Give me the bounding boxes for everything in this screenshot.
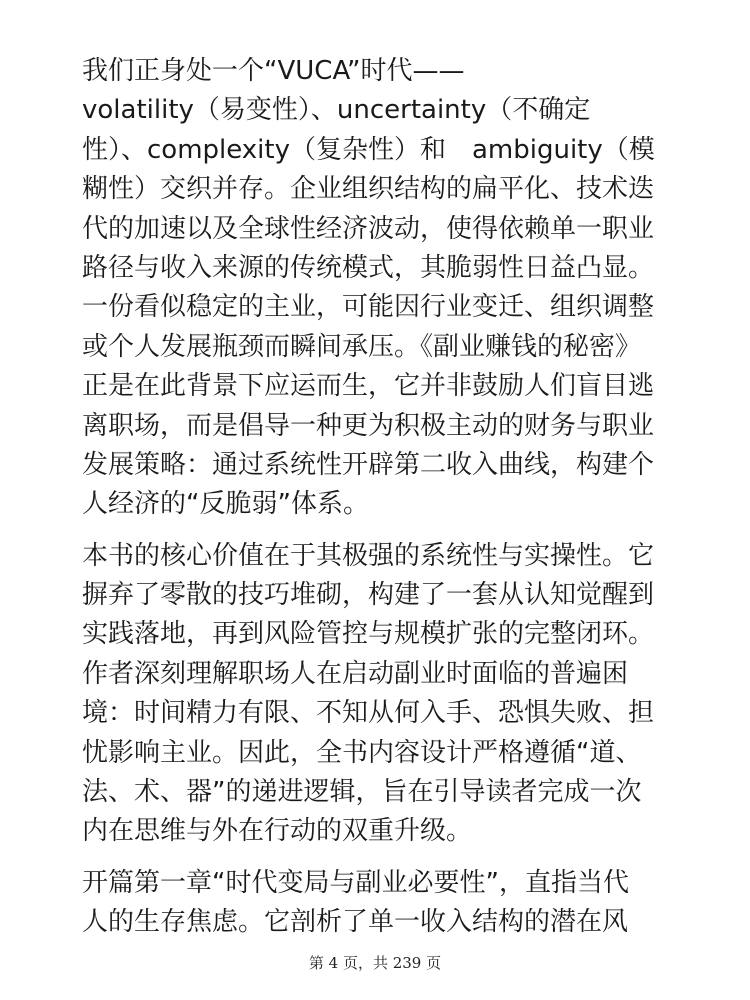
paragraph-2 bbox=[82, 537, 672, 852]
text-line: 实践落地，再到风险管控与规模扩张的完整闭环。 bbox=[82, 619, 655, 650]
text-line: 糊性）交织并存。企业组织结构的扁平化、技术迭 bbox=[82, 174, 655, 205]
text-line: 摒弃了零散的技巧堆砌，构建了一套从认知觉醒到 bbox=[82, 580, 655, 611]
paragraph-spacer bbox=[82, 525, 672, 537]
text-line: 或个人发展瓶颈而瞬间承压。《副业赚钱的秘密》 bbox=[82, 331, 642, 362]
body-text bbox=[82, 52, 672, 943]
text-line: 开篇第一章“时代变局与副业必要性”，直指当代 bbox=[82, 867, 629, 898]
text-line: 内在思维与外在行动的双重升级。 bbox=[82, 816, 473, 847]
paragraph-3 bbox=[82, 864, 672, 943]
text-line: 我们正身处一个“VUCA”时代—— bbox=[82, 56, 465, 86]
text-line: 忧影响主业。因此，全书内容设计严格遵循“道、 bbox=[82, 737, 642, 768]
text-line: 法、术、器”的递进逻辑，旨在引导读者完成一次 bbox=[82, 777, 642, 808]
text-line: 发展策略：通过系统性开辟第二收入曲线，构建个 bbox=[82, 449, 655, 480]
text-line: 性）、complexity（复杂性）和 ambiguity（模 bbox=[82, 134, 655, 165]
text-line: 本书的核心价值在于其极强的系统性与实操性。它 bbox=[82, 540, 655, 571]
text-line: volatility（易变性）、uncertainty（不确定 bbox=[82, 95, 591, 126]
page-number-footer: 第 4 页，共 239 页 bbox=[308, 954, 442, 972]
text-line: 人经济的“反脆弱”体系。 bbox=[82, 489, 369, 520]
text-line: 代的加速以及全球性经济波动，使得依赖单一职业 bbox=[82, 213, 655, 244]
paragraph-spacer bbox=[82, 852, 672, 864]
text-line: 境：时间精力有限、不知从何入手、恐惧失败、担 bbox=[82, 698, 655, 729]
text-line: 作者深刻理解职场人在启动副业时面临的普遍困 bbox=[82, 658, 629, 689]
text-line: 正是在此背景下应运而生，它并非鼓励人们盲目逃 bbox=[82, 371, 655, 402]
text-line: 离职场，而是倡导一种更为积极主动的财务与职业 bbox=[82, 410, 655, 441]
paragraph-1 bbox=[82, 52, 672, 525]
text-line: 路径与收入来源的传统模式，其脆弱性日益凸显。 bbox=[82, 252, 655, 283]
text-line: 一份看似稳定的主业，可能因行业变迁、组织调整 bbox=[82, 292, 655, 323]
text-line: 人的生存焦虑。它剖析了单一收入结构的潜在风 bbox=[82, 907, 629, 938]
